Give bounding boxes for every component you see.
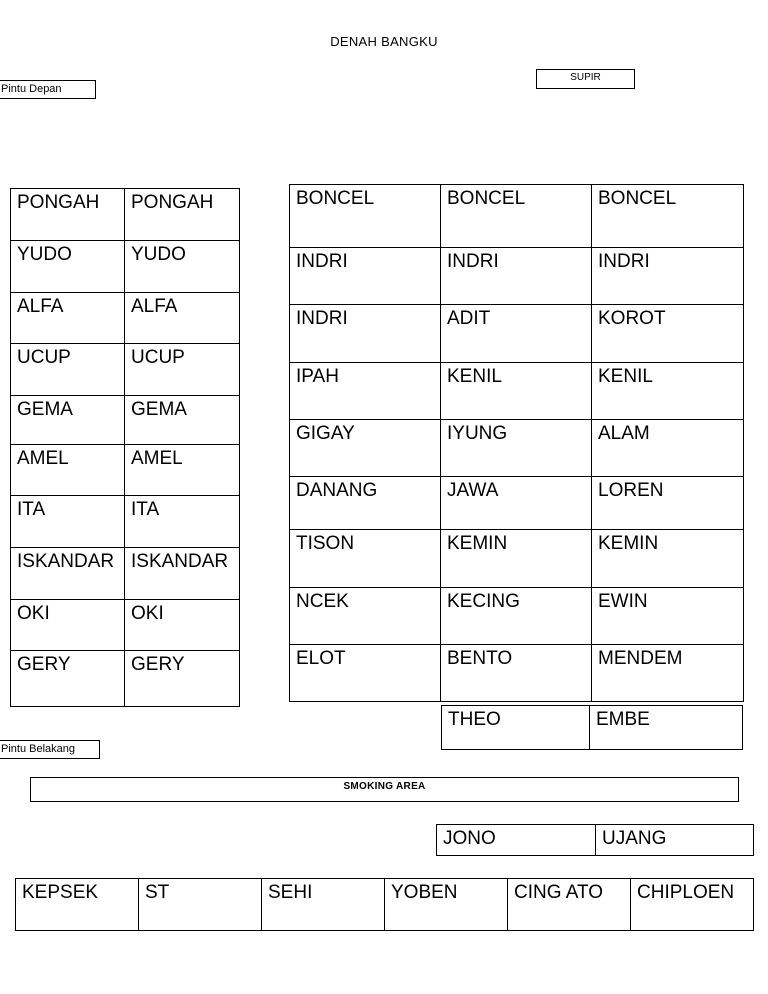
seat-name: BONCEL <box>598 188 677 209</box>
seat-cell <box>125 600 240 651</box>
seat-name: IPAH <box>296 366 339 387</box>
seat-name: UJANG <box>602 828 667 849</box>
seat-name: KENIL <box>447 366 502 387</box>
seat-name: INDRI <box>296 308 348 329</box>
seat-name: CHIPLOEN <box>637 882 735 903</box>
seat-cell <box>11 651 125 707</box>
seat-name: KEMIN <box>447 533 508 554</box>
seat-cell <box>16 879 139 931</box>
right-seat-table <box>289 184 744 702</box>
front-door-text: Pintu Depan <box>1 83 62 95</box>
seat-name: GERY <box>17 654 71 675</box>
seat-cell <box>11 445 125 496</box>
seat-cell <box>125 548 240 600</box>
seat-name: TISON <box>296 533 355 554</box>
seat-name: KEPSEK <box>22 882 99 903</box>
table-row <box>290 185 744 248</box>
seat-cell <box>11 344 125 396</box>
seat-cell <box>508 879 631 931</box>
seat-cell <box>441 305 592 363</box>
seat-name: AMEL <box>17 448 69 469</box>
seat-cell <box>290 588 441 645</box>
seat-name: YUDO <box>17 244 72 265</box>
smoking-area-label <box>30 777 739 802</box>
seat-cell <box>125 293 240 344</box>
seat-name: INDRI <box>598 251 650 272</box>
seat-cell <box>385 879 508 931</box>
seat-name: ELOT <box>296 648 346 669</box>
seat-cell <box>139 879 262 931</box>
seat-cell <box>592 420 744 477</box>
seat-name: BENTO <box>447 648 513 669</box>
seat-name: JAWA <box>447 480 499 501</box>
seat-name: GEMA <box>131 399 187 420</box>
seat-cell <box>11 600 125 651</box>
seat-name: THEO <box>448 709 501 730</box>
seat-cell <box>442 706 590 750</box>
seat-cell <box>125 189 240 241</box>
seat-name: LOREN <box>598 480 664 501</box>
seat-cell <box>631 879 754 931</box>
seat-cell <box>290 185 441 248</box>
seat-name: NCEK <box>296 591 349 612</box>
seat-cell <box>290 305 441 363</box>
seat-name: YOBEN <box>391 882 458 903</box>
table-row <box>11 241 240 293</box>
seat-cell <box>290 420 441 477</box>
page-title: DENAH BANGKU <box>330 34 438 49</box>
extra-seat-table <box>441 705 743 750</box>
seat-cell <box>290 645 441 702</box>
seat-name: BONCEL <box>447 188 526 209</box>
seat-cell <box>290 363 441 420</box>
back-door-label <box>0 740 100 759</box>
seat-cell <box>441 645 592 702</box>
seat-cell <box>441 477 592 530</box>
seat-cell <box>441 363 592 420</box>
seat-name: INDRI <box>447 251 499 272</box>
table-row <box>290 530 744 588</box>
seat-cell <box>125 651 240 707</box>
seat-name: KOROT <box>598 308 666 329</box>
seat-cell <box>596 825 754 856</box>
seat-cell <box>592 248 744 305</box>
table-row <box>11 548 240 600</box>
seat-cell <box>125 344 240 396</box>
seat-name: ITA <box>131 499 160 520</box>
seat-name: ALFA <box>17 296 64 317</box>
pair-seat-table <box>436 824 754 856</box>
table-row <box>11 396 240 445</box>
seat-name: GIGAY <box>296 423 355 444</box>
seat-cell <box>290 477 441 530</box>
seat-name: GERY <box>131 654 185 675</box>
driver-label <box>536 69 635 89</box>
seat-name: ST <box>145 882 170 903</box>
table-row <box>290 305 744 363</box>
seat-cell <box>592 588 744 645</box>
seat-cell <box>592 530 744 588</box>
seat-name: KECING <box>447 591 520 612</box>
seat-name: SEHI <box>268 882 313 903</box>
seat-name: OKI <box>131 603 164 624</box>
seat-cell <box>290 248 441 305</box>
table-row <box>437 825 754 856</box>
front-door-label <box>0 80 96 99</box>
seat-cell <box>125 241 240 293</box>
back-door-text: Pintu Belakang <box>1 743 75 755</box>
seat-name: ALAM <box>598 423 650 444</box>
seat-name: EWIN <box>598 591 648 612</box>
seat-name: EMBE <box>596 709 650 730</box>
seat-cell <box>592 363 744 420</box>
table-row <box>11 496 240 548</box>
table-row <box>442 706 743 750</box>
seat-name: IYUNG <box>447 423 508 444</box>
seat-name: KENIL <box>598 366 653 387</box>
seat-cell <box>441 248 592 305</box>
seat-cell <box>11 548 125 600</box>
seat-name: AMEL <box>131 448 183 469</box>
seat-name: MENDEM <box>598 648 683 669</box>
table-row <box>11 293 240 344</box>
table-row <box>11 600 240 651</box>
table-row <box>290 645 744 702</box>
table-row <box>290 248 744 305</box>
seat-cell <box>441 420 592 477</box>
back-seat-table <box>15 878 754 931</box>
seat-name: ITA <box>17 499 46 520</box>
seat-cell <box>125 396 240 445</box>
table-row <box>11 189 240 241</box>
seat-name: ALFA <box>131 296 178 317</box>
seat-cell <box>592 477 744 530</box>
seat-name: OKI <box>17 603 50 624</box>
seat-cell <box>11 293 125 344</box>
seat-cell <box>441 588 592 645</box>
seat-name: KEMIN <box>598 533 659 554</box>
seat-name: JONO <box>443 828 496 849</box>
table-row <box>290 363 744 420</box>
table-row <box>290 477 744 530</box>
seat-cell <box>125 496 240 548</box>
seat-name: ISKANDAR <box>131 551 229 572</box>
seat-name: CING ATO <box>514 882 604 903</box>
seat-cell <box>125 445 240 496</box>
seat-cell <box>592 305 744 363</box>
seat-cell <box>441 185 592 248</box>
seat-cell <box>592 185 744 248</box>
seat-name: UCUP <box>17 347 71 368</box>
seat-name: YUDO <box>131 244 186 265</box>
seat-cell <box>590 706 743 750</box>
table-row <box>16 879 754 931</box>
left-seat-table <box>10 188 240 707</box>
table-row <box>290 420 744 477</box>
seat-name: DANANG <box>296 480 378 501</box>
seat-cell <box>11 396 125 445</box>
seat-name: UCUP <box>131 347 185 368</box>
seat-name: INDRI <box>296 251 348 272</box>
table-row <box>11 651 240 707</box>
smoking-area-text: SMOKING AREA <box>343 781 426 792</box>
table-row <box>11 445 240 496</box>
seat-cell <box>592 645 744 702</box>
seat-cell <box>11 189 125 241</box>
seat-name: BONCEL <box>296 188 375 209</box>
seat-cell <box>262 879 385 931</box>
seat-name: ISKANDAR <box>17 551 115 572</box>
seat-name: PONGAH <box>17 192 100 213</box>
seat-cell <box>11 496 125 548</box>
seat-cell <box>290 530 441 588</box>
seat-name: ADIT <box>447 308 491 329</box>
driver-text: SUPIR <box>570 72 601 83</box>
seat-cell <box>11 241 125 293</box>
seat-name: GEMA <box>17 399 73 420</box>
seat-cell <box>441 530 592 588</box>
seat-cell <box>437 825 596 856</box>
table-row <box>11 344 240 396</box>
seat-name: PONGAH <box>131 192 214 213</box>
table-row <box>290 588 744 645</box>
